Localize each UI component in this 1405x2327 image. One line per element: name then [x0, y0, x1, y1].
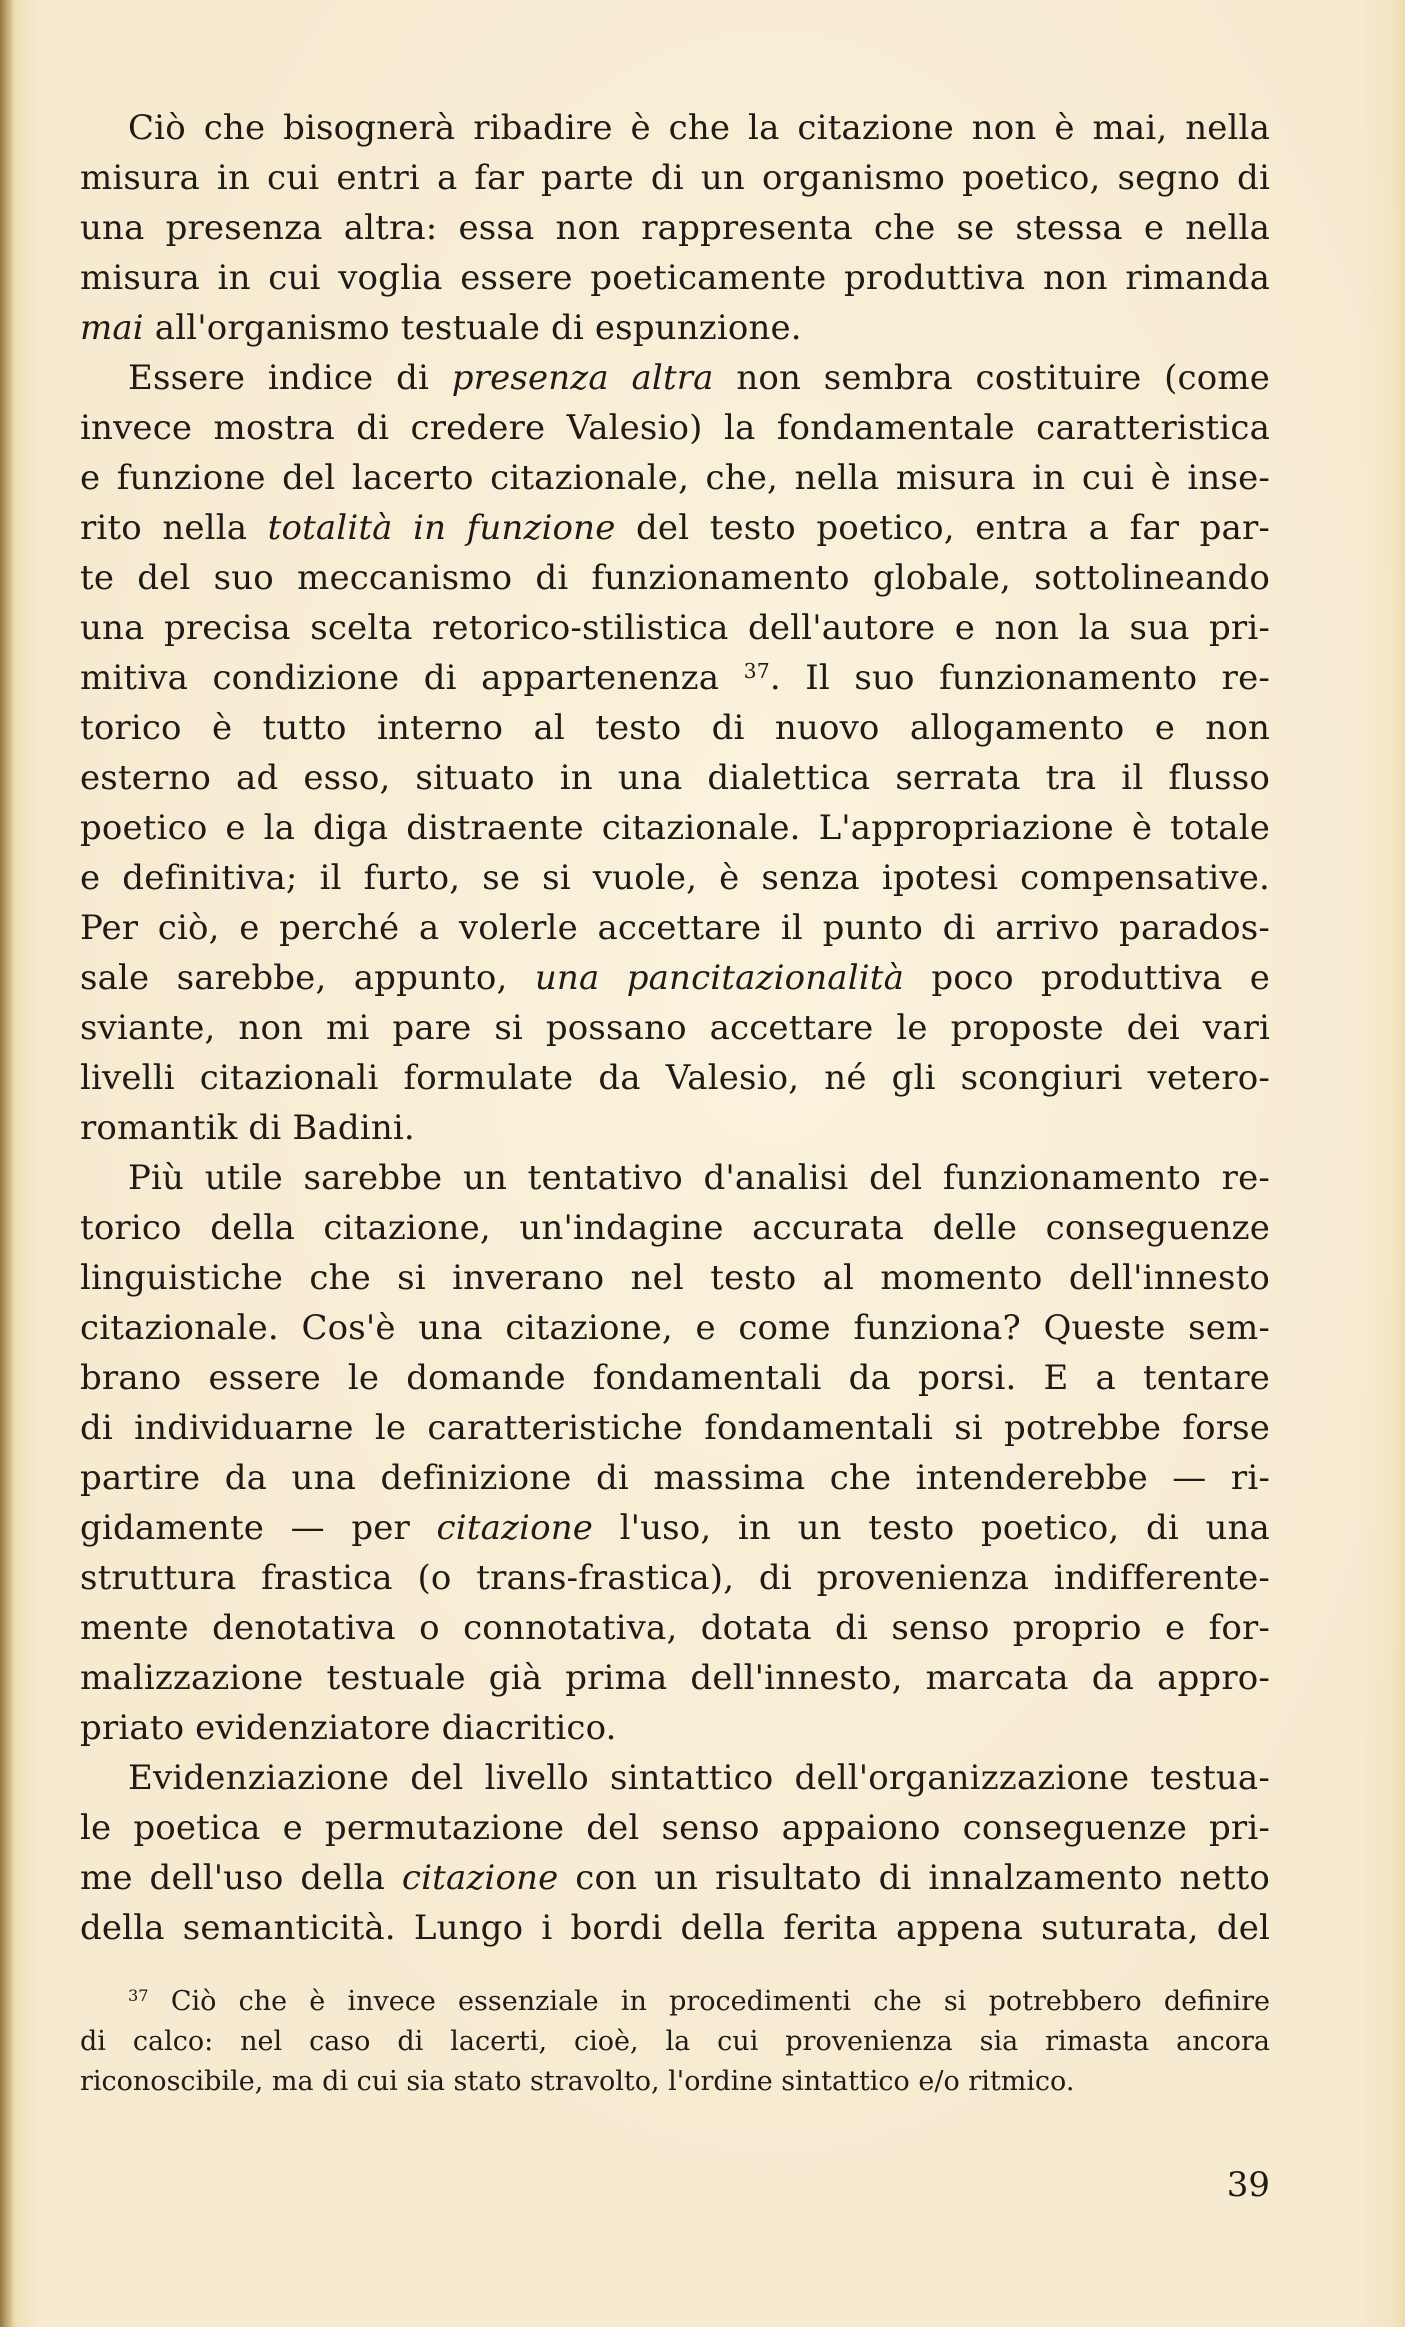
text-line: rito nella totalità in funzione del testo poetico, entra a far par-: [80, 508, 1270, 548]
text-line: struttura frastica (o trans-frastica), di provenienza indifferente-: [80, 1558, 1270, 1598]
text-line: di individuarne le caratteristiche fondamentali si potrebbe forse: [80, 1408, 1270, 1448]
text-line: sale sarebbe, appunto, una pancitazionalità poco produttiva e: [80, 958, 1270, 998]
text-line: malizzazione testuale già prima dell'innesto, marcata da appro-: [80, 1658, 1270, 1698]
text-line: mai all'organismo testuale di espunzione.: [80, 308, 802, 348]
text-line: te del suo meccanismo di funzionamento globale, sottolineando: [80, 558, 1270, 598]
text-line: invece mostra di credere Valesio) la fondamentale caratteristica: [80, 408, 1270, 448]
text-line: della semanticità. Lungo i bordi della ferita appena suturata, del: [80, 1908, 1270, 1948]
text-line: misura in cui voglia essere poeticamente produttiva non rimanda: [80, 258, 1270, 298]
footnote-line: riconoscibile, ma di cui sia stato stravolto, l'ordine sintattico e/o ritmico.: [80, 2066, 1075, 2097]
italic-phrase: totalità in funzione: [267, 508, 616, 548]
footnote-reference[interactable]: 37: [743, 658, 770, 683]
page-number: 39: [1226, 2165, 1270, 2205]
text-line: le poetica e permutazione del senso appaiono conseguenze pri-: [80, 1808, 1270, 1848]
text-line: gidamente — per citazione l'uso, in un testo poetico, di una: [80, 1508, 1270, 1548]
text-line: citazionale. Cos'è una citazione, e come funziona? Queste sem-: [80, 1308, 1270, 1348]
body-text: [80, 103, 1270, 1953]
footnote-marker: 37: [128, 1986, 149, 2006]
text-line: linguistiche che si inverano nel testo al momento dell'innesto: [80, 1258, 1270, 1298]
text-line: mente denotativa o connotativa, dotata di senso proprio e for-: [80, 1608, 1270, 1648]
text-line: torico della citazione, un'indagine accurata delle conseguenze: [80, 1208, 1270, 1248]
text-line: romantik di Badini.: [80, 1108, 415, 1148]
text-line: una precisa scelta retorico-stilistica dell'autore e non la sua pri-: [80, 608, 1270, 648]
page-gutter-shadow: [0, 0, 14, 2327]
italic-phrase: mai: [80, 308, 144, 348]
italic-phrase: presenza altra: [451, 358, 714, 398]
text-line: livelli citazionali formulate da Valesio, né gli scongiuri vetero-: [80, 1058, 1270, 1098]
text-line: partire da una definizione di massima che intenderebbe — ri-: [80, 1458, 1270, 1498]
text-line: Per ciò, e perché a volerle accettare il punto di arrivo parados-: [80, 908, 1270, 948]
footnote-line: [80, 1982, 1270, 2022]
footnote: [80, 1982, 1270, 2102]
text-line: Più utile sarebbe un tentativo d'analisi del funzionamento re-: [128, 1158, 1270, 1198]
text-line: e definitiva; il furto, se si vuole, è senza ipotesi compensative.: [80, 858, 1270, 898]
text-line: e funzione del lacerto citazionale, che, nella misura in cui è inse-: [80, 458, 1270, 498]
text-line: sviante, non mi pare si possano accettare le proposte dei vari: [80, 1008, 1270, 1048]
text-line: me dell'uso della citazione con un risultato di innalzamento netto: [80, 1858, 1270, 1898]
footnote-line: di calco: nel caso di lacerti, cioè, la cui provenienza sia rimasta ancora: [80, 2026, 1270, 2057]
italic-phrase: citazione: [401, 1858, 559, 1898]
text-line: priato evidenziatore diacritico.: [80, 1708, 617, 1748]
text-line: brano essere le domande fondamentali da porsi. E a tentare: [80, 1358, 1270, 1398]
text-line: esterno ad esso, situato in una dialettica serrata tra il flusso: [80, 758, 1270, 798]
text-line: torico è tutto interno al testo di nuovo allogamento e non: [80, 708, 1270, 748]
text-line: Evidenziazione del livello sintattico dell'organizzazione testua-: [128, 1758, 1270, 1798]
text-line: poetico e la diga distraente citazionale. L'appropriazione è totale: [80, 808, 1270, 848]
text-line: Essere indice di presenza altra non sembra costituire (come: [128, 358, 1270, 398]
text-line: mitiva condizione di appartenenza $^{37}$. Il suo funzionamento re-: [80, 658, 1270, 698]
italic-phrase: citazione: [436, 1508, 594, 1548]
text-line: misura in cui entri a far parte di un organismo poetico, segno di: [80, 158, 1270, 198]
text-line: Ciò che bisognerà ribadire è che la citazione non è mai, nella: [128, 108, 1270, 148]
footnote-text: Ciò che è invece essenziale in procedimenti che si potrebbero definire: [170, 1986, 1270, 2017]
italic-phrase: una pancitazionalità: [534, 958, 904, 998]
text-line: una presenza altra: essa non rappresenta che se stessa e nella: [80, 208, 1270, 248]
